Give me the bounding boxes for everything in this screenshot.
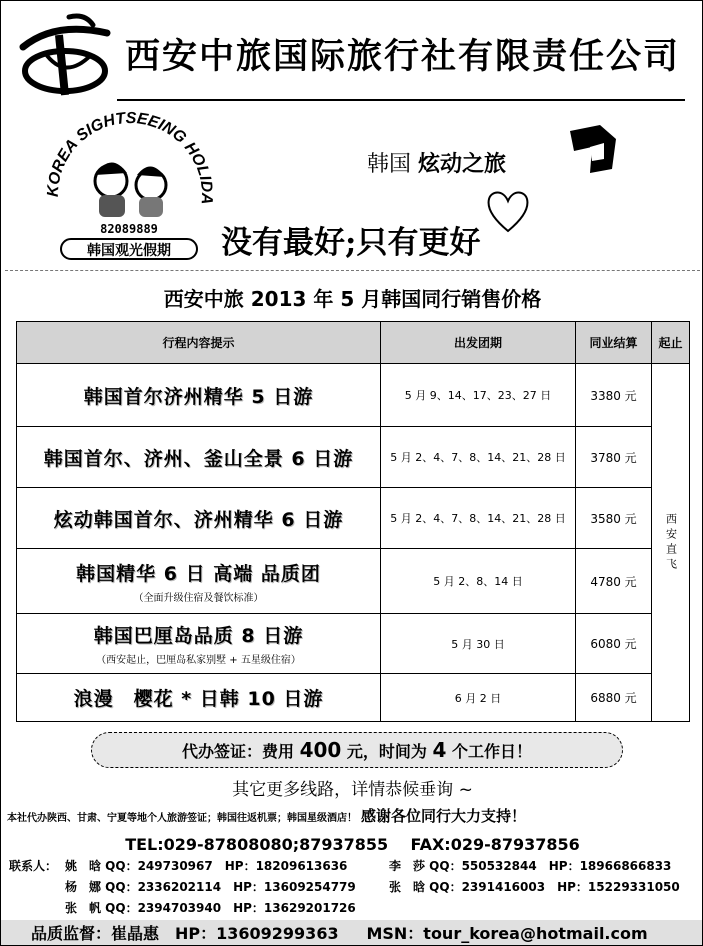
badge-bottom-text: 韩国观光假期 xyxy=(87,243,171,259)
route-name: 浪漫 樱花 * 日韩 10 日游 xyxy=(73,688,324,710)
route-name: 炫动韩国首尔、济州精华 6 日游 xyxy=(53,508,344,531)
route-price: 3580 元 xyxy=(576,488,652,549)
heart-icon xyxy=(485,187,531,237)
inquiry-text: 其它更多线路，详情恭候垂询 ~ xyxy=(232,780,473,800)
origin-cell xyxy=(652,364,690,722)
fax-label: FAX: xyxy=(410,835,451,854)
contact-entry: 张 帆 QQ：2394703940 HP：13629201726 xyxy=(65,901,356,915)
visa-end: 个工作日！ xyxy=(452,742,533,761)
route-price: 6880 元 xyxy=(576,674,652,722)
msn-contact: MSN：tour_korea@hotmail.com xyxy=(366,924,648,943)
contact-persons xyxy=(9,857,699,920)
subtitle-lead: 韩国 xyxy=(367,152,412,177)
route-dates: 5 月 30 日 xyxy=(381,614,576,674)
table-row xyxy=(17,427,690,488)
badge-ring-text: KOREA SIGHTSEEING HOLI xyxy=(45,111,213,198)
route-note: （全面升级住宿及餐饮标准） xyxy=(133,592,264,604)
subtitle-rest: 炫动之旅 xyxy=(418,152,507,177)
price-table-title: 西安中旅 2013 年 5 月韩国同行销售价格 xyxy=(163,287,542,311)
contact-entry: 张 晗 QQ：2391416003 HP：15229331050 xyxy=(389,880,680,894)
slogan: 没有最好;只有更好 xyxy=(221,225,481,261)
route-note: （西安起止，巴厘岛私家别墅 + 五星级住宿） xyxy=(96,655,301,666)
route-price: 6080 元 xyxy=(576,614,652,674)
visa-prefix: 代办签证：费用 xyxy=(181,742,294,761)
header-price: 同业结算 xyxy=(576,322,652,364)
agency-thanks: 感谢各位同行大力支持！ xyxy=(361,807,527,825)
route-name: 韩国精华 6 日 高端 品质团 xyxy=(76,562,321,585)
table-row xyxy=(17,488,690,549)
contact-row xyxy=(9,899,699,920)
badge-phone: 82089889 xyxy=(100,222,158,236)
header-divider xyxy=(117,99,685,101)
svg-text:KOREA SIGHTSEEING HOLIDAY xyxy=(45,111,213,204)
route-price: 3380 元 xyxy=(576,364,652,427)
contact-row xyxy=(9,857,699,878)
contact-row xyxy=(9,878,699,899)
korea-holiday-badge xyxy=(45,111,213,263)
route-dates: 5 月 2、4、7、8、14、21、28 日 xyxy=(381,488,576,549)
contact-entry: 李 莎 QQ：550532844 HP：18966866833 xyxy=(389,859,672,873)
price-table xyxy=(16,321,690,722)
route-dates: 5 月 9、14、17、23、27 日 xyxy=(381,364,576,427)
route-dates: 6 月 2 日 xyxy=(381,674,576,722)
origin-value: 西安直飞 xyxy=(664,512,678,573)
footer-bar xyxy=(1,920,703,946)
table-row xyxy=(17,549,690,614)
route-name: 韩国巴厘岛品质 8 日游 xyxy=(93,625,304,647)
contacts-label: 联系人： xyxy=(9,859,58,873)
visa-days: 4 xyxy=(432,738,447,762)
route-price: 3780 元 xyxy=(576,427,652,488)
table-row xyxy=(17,674,690,722)
header-itinerary: 行程内容提示 xyxy=(17,322,381,364)
route-dates: 5 月 2、4、7、8、14、21、28 日 xyxy=(381,427,576,488)
header-dates: 出发团期 xyxy=(381,322,576,364)
header-origin: 起止 xyxy=(652,322,690,364)
table-header-row xyxy=(17,322,690,364)
table-row xyxy=(17,614,690,674)
visa-fee: 400 xyxy=(299,738,342,762)
contact-phone-line xyxy=(1,835,703,854)
section-divider xyxy=(5,270,700,271)
visa-notice xyxy=(91,732,623,768)
fax-number: 029-87937856 xyxy=(450,835,580,854)
route-dates: 5 月 2、8、14 日 xyxy=(381,549,576,614)
contact-entry: 杨 娜 QQ：2336202114 HP：13609254779 xyxy=(65,880,356,894)
visa-suffix: 元，时间为 xyxy=(346,742,427,761)
agency-services xyxy=(7,805,699,826)
contact-entry: 姚 晗 QQ：249730967 HP：18209613636 xyxy=(65,859,348,873)
quality-supervisor: 品质监督：崔晶惠 HP：13609299363 xyxy=(31,924,339,943)
frame-icon xyxy=(566,121,620,175)
route-name: 韩国首尔、济州、釜山全景 6 日游 xyxy=(43,447,354,470)
tel-numbers: 029-87808080;87937855 xyxy=(163,835,389,854)
company-name: 西安中旅国际旅行社有限责任公司 xyxy=(125,37,681,77)
agency-note: 本社代办陕西、甘肃、宁夏等地个人旅游签证；韩国往返机票；韩国星级酒店！ xyxy=(7,813,357,824)
route-name: 韩国首尔济州精华 5 日游 xyxy=(83,385,314,408)
table-row xyxy=(17,364,690,427)
company-logo xyxy=(15,11,111,99)
tour-subtitle xyxy=(367,147,506,178)
tel-label: TEL: xyxy=(125,835,164,854)
route-price: 4780 元 xyxy=(576,549,652,614)
